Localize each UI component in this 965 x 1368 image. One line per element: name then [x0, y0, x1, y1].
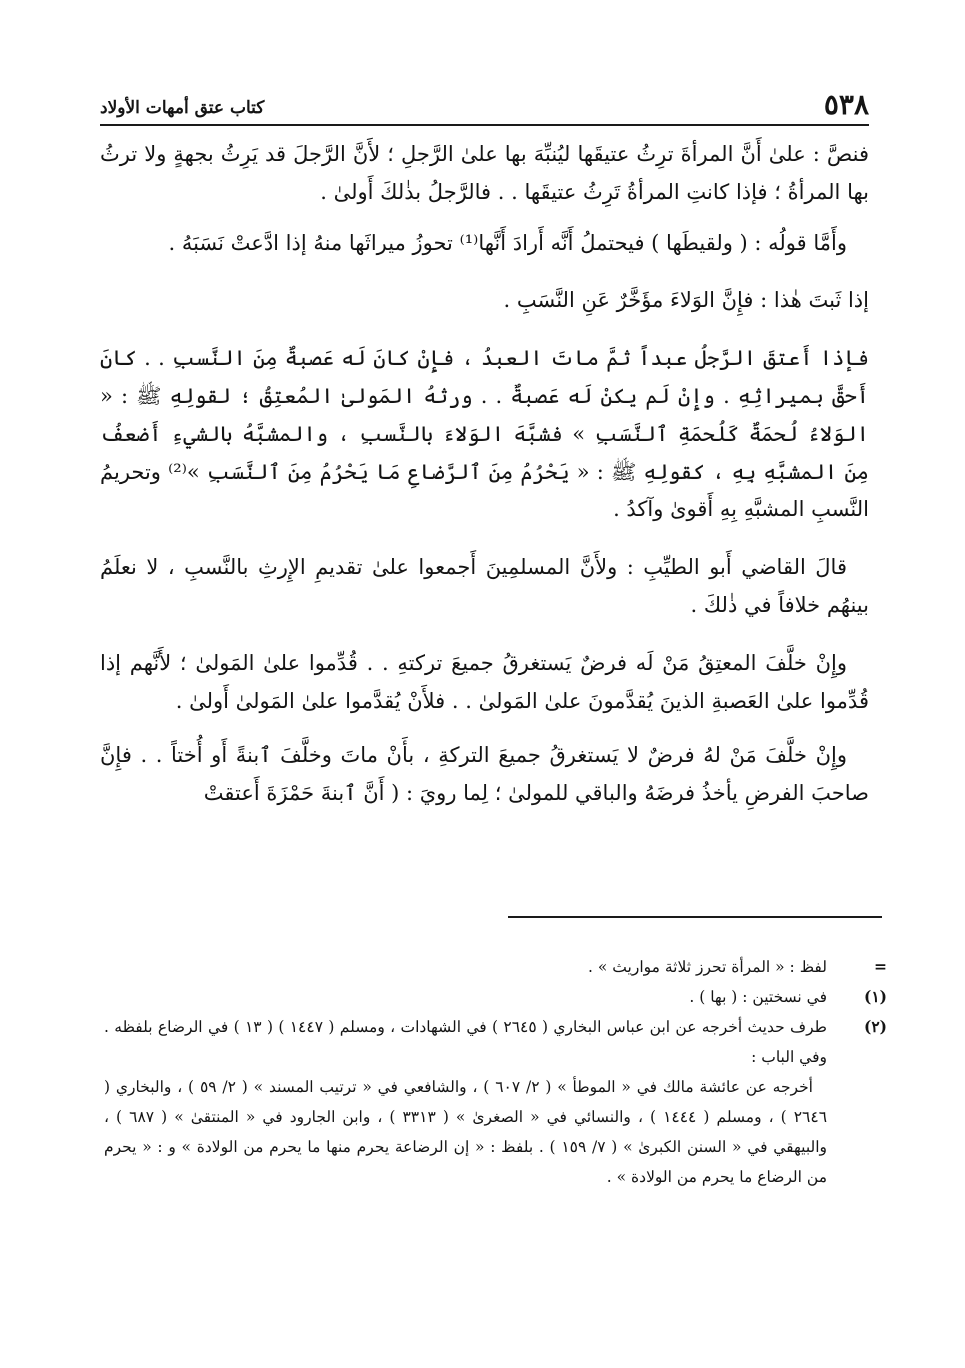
paragraph: وأَمَّا قولُه : ( ولقيطَها ) فيحتملُ أَنَّه أَرادَ أَنَّها⁽¹⁾ تحوزُ ميراثَها منهُ إذا ادَّعتْ نَسَبَهُ . [168, 230, 847, 255]
running-title: كتاب عتق أمهات الأولاد [100, 98, 265, 118]
footnote-mark: (١) [863, 987, 887, 1006]
header-divider [100, 124, 869, 126]
footnote-line: طرف حديث أخرجه عن ابن عباس البخاري ( ٢٦٤٥ ) في الشهادات ، ومسلم ( ١٤٤٧ ) ( ١٣ ) في الرضاع بلفظه . وفي الباب : [104, 1018, 827, 1066]
paragraph: قالَ القاضي أَبو الطيِّبِ : ولأَنَّ المسلمِينَ أَجمعوا علىٰ تقديمِ الإِرثِ بالنَّسبِ ، لا نعلَمُ بينهُم خلافاً في ذٰلكَ . [100, 555, 869, 617]
paragraph: فإذا أَعتقَ الرَّجلُ عبداً ثمَّ ماتَ العبدُ ، فإِنْ كانَ لَه عَصبةٌ مِنَ النَّسبِ . . كانَ أَحقَّ بميراثِهِ . وإِنْ لَم يكنْ لَه عَصبةٌ . . ورثهُ المَولىٰ المُعتِقُ ؛ لقولِهِ ﷺ : « الوَلاءُ لُحمَةٌ كَلُحمَةِ ٱلنَّسَبِ » فشبَّهَ الوَلاءَ بالنَّسبِ ، والمشبَّهُ بالشيءِ أَضعفُ مِنَ المشبَّهِ بِهِ ، كقولِهِ ﷺ : « يَحْرُمُ مِنَ ٱلرَّضاعِ مَا يَحْرُمُ مِنَ ٱلنَّسَبِ »⁽²⁾ وتحريمُ النَّسبِ المشبَّهِ بِهِ أَقوىٰ وآكدُ . [100, 346, 869, 522]
footnote-text [104, 1012, 827, 1192]
footnote [104, 952, 887, 982]
paragraph: وإِنْ خلَّفَ مَنْ لهُ فرضٌ لا يَستغرقُ جميعَ التركةِ ، بأَنْ ماتَ وخلَّفَ ٱبنةً أَو أُختاً . . فإِنَّ صاحبَ الفرضِ يأخذُ فرضَهُ والباقي للمولىٰ ؛ لِما رويَ : ( أَنَّ ٱبنةَ حَمْزَةَ أَعتقتْ [100, 743, 869, 806]
footnote-line: أخرجه عن عائشة مالك في « الموطأ » ( ٢/ ٦٠٧ ) ، والشافعي في « ترتيب المسند » ( ٢/ ٥٩ ) ، والبخاري ( ٢٦٤٦ ) ، ومسلم ( ١٤٤٤ ) ، والنسائي في « الصغرىٰ » ( ٣٣١٣ ) ، وابن الجارود في « المنتقىٰ » ( ٦٨٧ ) ، والبيهقي في « السنن الكبرىٰ » ( ٧/ ١٥٩ ) . بلفظ : « إن الرضاعة يحرم منها ما يحرم من الولادة » و : « يحرم من الرضاع ما يحرم من الولادة » . [104, 1078, 828, 1186]
footnote-mark: (٢) [863, 1017, 887, 1036]
footnote-line: في نسختين : ( بها ) . [689, 988, 827, 1006]
footnotes [104, 952, 887, 1192]
footnote-text [104, 952, 827, 982]
footnote-line: لفظ : « المرأة تحرز ثلاثة مواريث » . [588, 958, 827, 976]
main-text [100, 136, 869, 813]
paragraph: إذا ثَبتَ هٰذا : فإِنَّ الوَلاءَ مؤَخَّرٌ عَنِ النَّسَبِ . [503, 288, 869, 313]
footnote [104, 982, 887, 1012]
footnote-divider [508, 916, 882, 918]
footnote [104, 1012, 887, 1192]
footnote-text [104, 982, 827, 1012]
page-header [100, 86, 869, 120]
paragraph: وإِنْ خلَّفَ المعتِقُ مَنْ لَه فرضٌ يَستغرقُ جميعَ تركتهِ . . قُدِّموا علىٰ المَولىٰ ؛ لأَنَّهم إذا قُدِّموا علىٰ العَصبةِ الذينَ يُقدَّمونَ علىٰ المَولىٰ . . فلأَنْ يُقدَّموا علىٰ المَولىٰ أَولىٰ . [100, 650, 869, 713]
footnote-mark: = [874, 957, 887, 976]
page-number: ٥٣٨ [823, 88, 869, 121]
paragraph: فنصَّ : علىٰ أَنَّ المرأةَ ترِثُ عتيقَها ليُنبِّهَ بها علىٰ الرَّجلِ ؛ لأَنَّ الرَّجلَ قد يَرِثُ بجهةٍ ولا ترثُ بها المرأةُ ؛ فإذا كانتِ المرأةُ تَرِثُ عتيقَها . . فالرَّجلُ بذٰلكَ أَولىٰ . [100, 142, 869, 204]
